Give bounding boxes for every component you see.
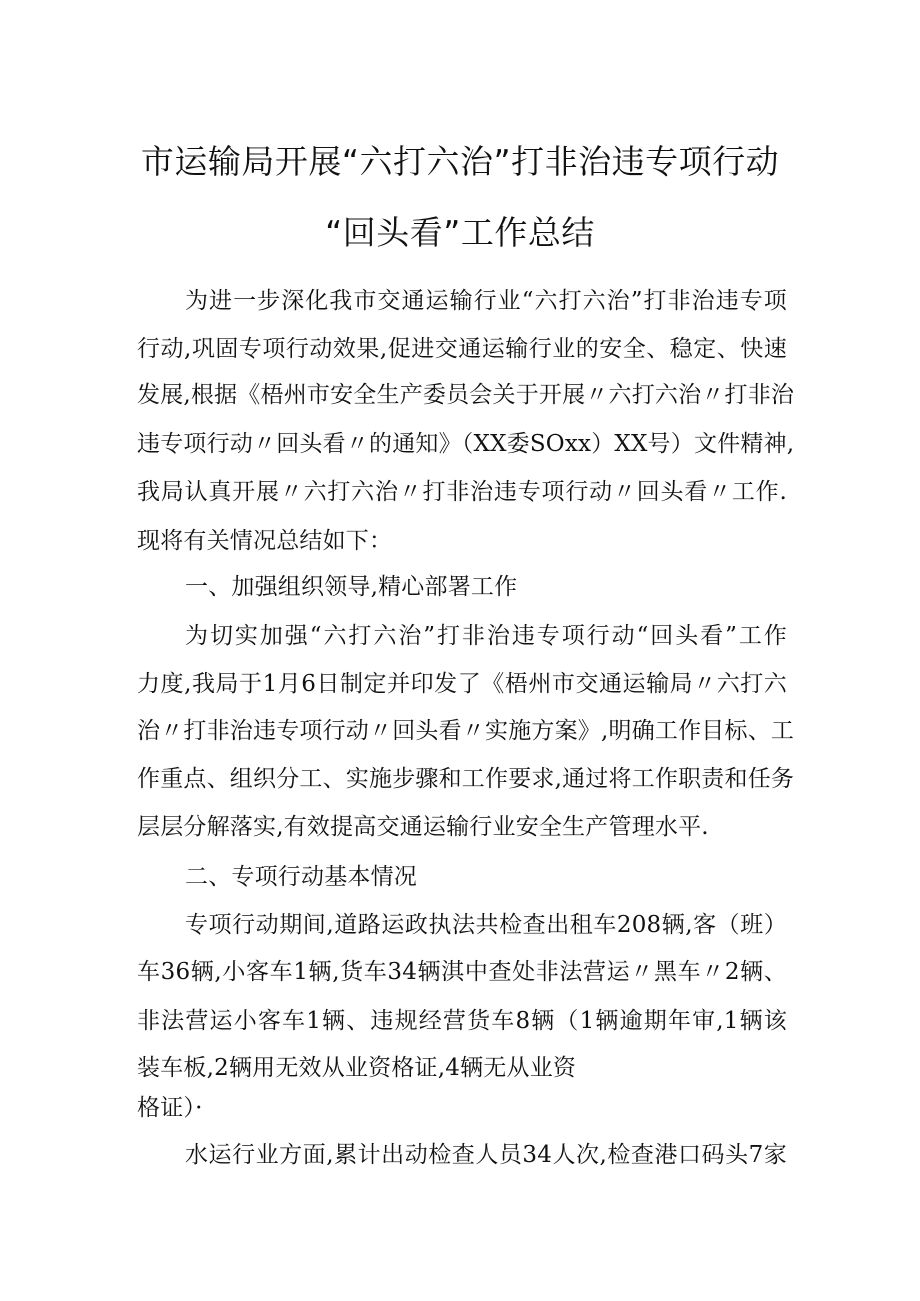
- body-line: 为进一步深化我市交通运输行业“六打六治”打非治违专项: [185, 288, 787, 314]
- body-line: 力度,我局于1月6日制定并印发了《梧州市交通运输局〃六打六: [137, 671, 787, 697]
- document-title-line-2: “回头看”工作总结: [325, 213, 595, 252]
- body-line: 层层分解落实,有效提高交通运输行业安全生产管理水平.: [137, 814, 709, 840]
- body-line: 专项行动期间,道路运政执法共检查出租车208辆,客（班）: [185, 912, 787, 938]
- body-line: 现将有关情况总结如下：: [137, 528, 393, 554]
- body-line: 作重点、组织分工、实施步骤和工作要求,通过将工作职责和任务: [137, 766, 795, 792]
- document-title-line-1: 市运输局开展“六打六治”打非治违专项行动: [140, 142, 780, 181]
- body-line: 为切实加强“六打六治”打非治违专项行动“回头看”工作: [185, 623, 787, 649]
- body-line: 格证）·: [137, 1095, 203, 1121]
- body-line: 非法营运小客车1辆、违规经营货车8辆（1辆逾期年审,1辆该: [137, 1008, 787, 1034]
- body-line: 我局认真开展〃六打六治〃打非治违专项行动〃回头看〃工作.: [137, 479, 787, 505]
- body-line: 装车板,2辆用无效从业资格证,4辆无从业资: [137, 1055, 577, 1081]
- body-line: 发展,根据《梧州市安全生产委员会关于开展〃六打六治〃打非治: [137, 382, 795, 408]
- body-line: 行动,巩固专项行动效果,促进交通运输行业的安全、稳定、快速: [137, 336, 787, 362]
- body-line: 违专项行动〃回头看〃的通知》（XX委SOxx）XX号）文件精神,: [137, 431, 795, 457]
- body-line: 治〃打非治违专项行动〃回头看〃实施方案》,明确工作目标、工: [137, 718, 795, 744]
- body-line: 车36辆,小客车1辆,货车34辆淇中查处非法营运〃黑车〃2辆、: [137, 959, 787, 985]
- section-heading: 一、加强组织领导,精心部署工作: [185, 574, 518, 600]
- section-heading: 二、专项行动基本情况: [185, 864, 417, 890]
- body-line: 水运行业方面,累计出动检查人员34人次,检查港口码头7家: [185, 1142, 787, 1168]
